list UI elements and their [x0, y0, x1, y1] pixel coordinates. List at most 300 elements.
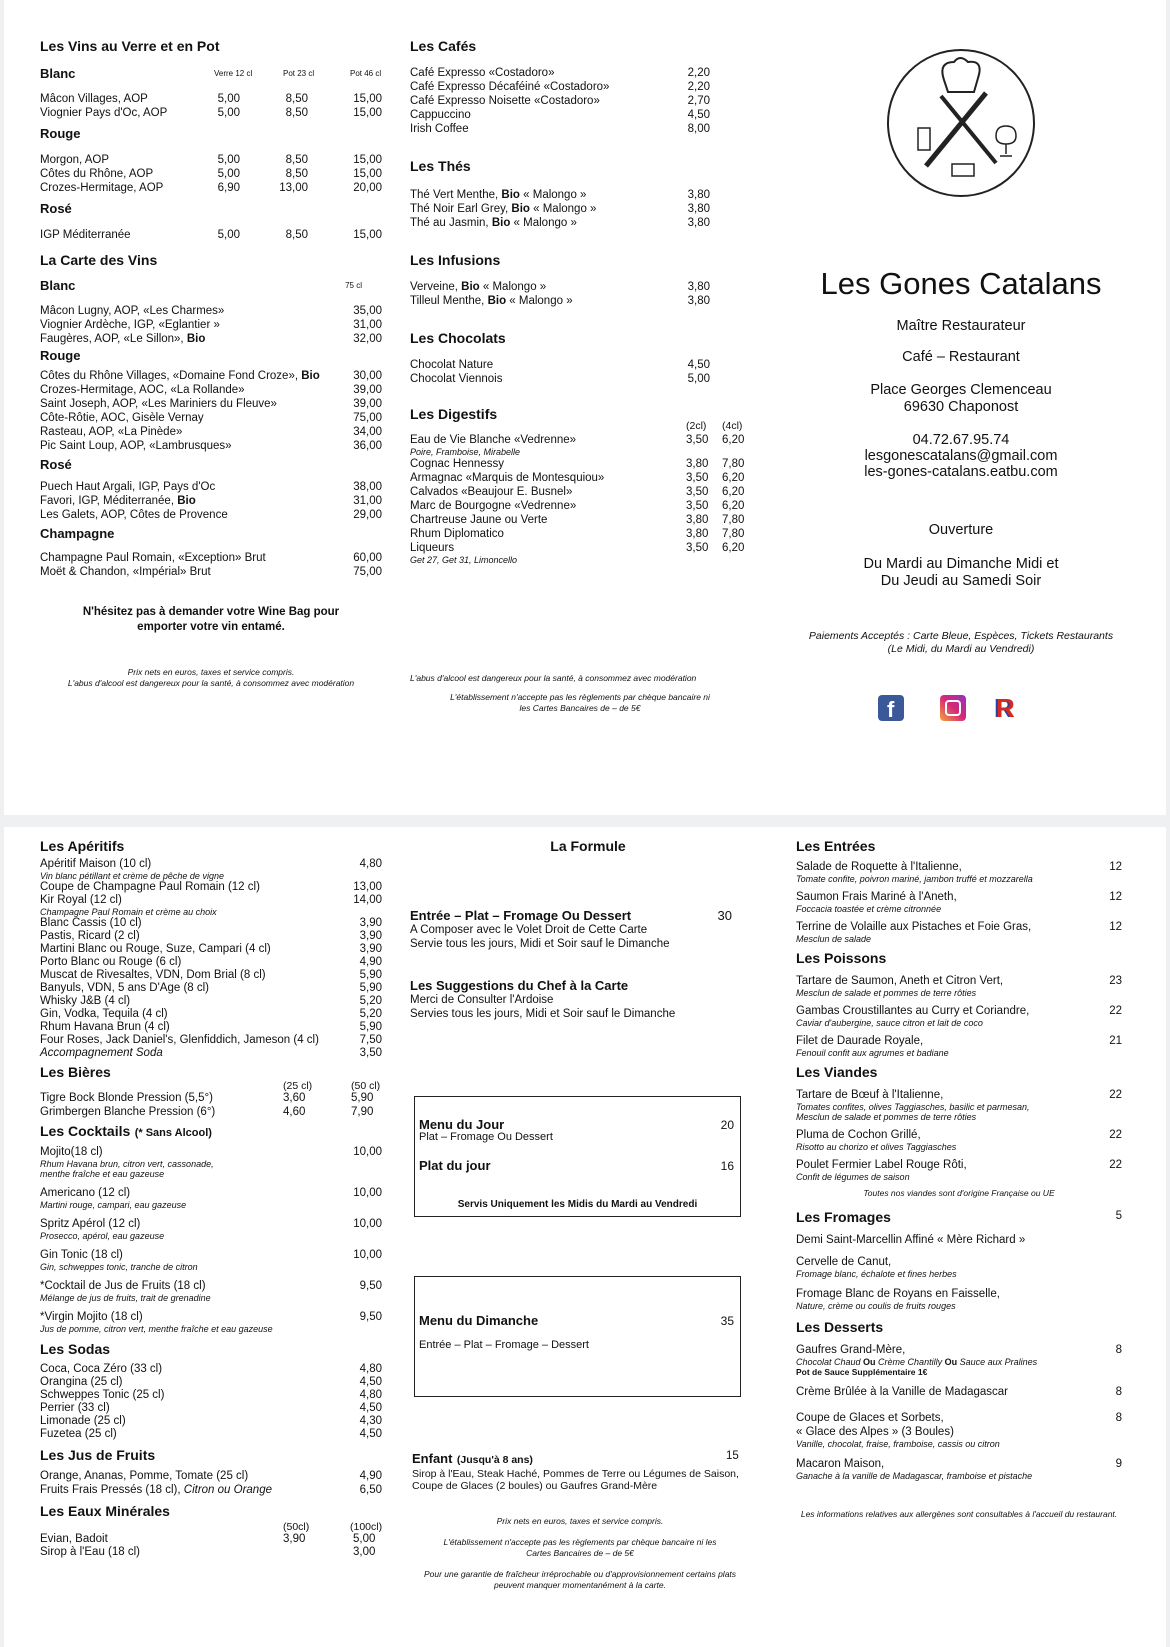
menu-item-row	[40, 930, 382, 943]
chef-logo	[886, 48, 1036, 198]
drink-price: 3,80	[687, 217, 710, 229]
price-bottle: 60,00	[353, 552, 382, 564]
menu-item-row	[410, 372, 750, 386]
col-header: (100cl)	[350, 1521, 383, 1533]
drink-name: Coupe de Champagne Paul Romain (12 cl)	[40, 881, 260, 893]
menu-item-row	[40, 1469, 382, 1483]
dessert-price: 9	[1115, 1458, 1122, 1470]
drink-name: Accompagnement Soda	[40, 1047, 163, 1059]
dessert-desc: Vanille, chocolat, fraise, framboise, cassis ou citron	[796, 1439, 1000, 1449]
menu-item-row	[40, 1091, 382, 1105]
wine-name	[40, 318, 220, 332]
menu-item-row	[410, 216, 750, 230]
water-name: Sirop à l'Eau (18 cl)	[40, 1546, 140, 1558]
menu-item-row	[410, 202, 750, 216]
bio-label: Bio	[461, 281, 480, 293]
menu-item-row	[410, 471, 750, 485]
price-bottle: 31,00	[353, 319, 382, 331]
menu-title: Menu du Jour	[419, 1117, 505, 1132]
section-title: Les Cafés	[410, 38, 477, 54]
drink-price: 3,80	[687, 189, 710, 201]
subsection-title: Champagne	[40, 526, 115, 541]
menu-item-row	[40, 1483, 382, 1497]
kids-title: Enfant	[412, 1451, 453, 1466]
kids-line: Coupe de Glaces (2 boules) ou Gaufres Grand-Mère	[412, 1480, 658, 1492]
juice-choice: Citron ou Orange	[183, 1484, 272, 1496]
drink-price: 13,00	[353, 881, 382, 893]
price-bottle: 29,00	[353, 509, 382, 521]
section-title: Les Bières	[40, 1064, 111, 1080]
menu-item-row	[796, 1158, 1122, 1172]
drink-desc: Get 27, Get 31, Limoncello	[410, 555, 518, 565]
soda-name: Limonade (25 cl)	[40, 1415, 126, 1427]
beer-name: Tigre Bock Blonde Pression (5,5°)	[40, 1092, 213, 1104]
bio-label: Bio	[186, 333, 206, 345]
footnote: Prix nets en euros, taxes et service compris.	[127, 667, 295, 677]
dish-desc: Mesclun de salade et pommes de terre rôties	[796, 988, 977, 998]
dish-price: 12	[1109, 861, 1122, 873]
section-title: Les Vins au Verre et en Pot	[40, 38, 220, 54]
dish-desc: Fenouil confit aux agrumes et badiane	[796, 1048, 949, 1058]
cocktail-name: Gin Tonic (18 cl)	[40, 1249, 123, 1261]
suggestions-line: Servies tous les jours, Midi et Soir sauf le Dimanche	[410, 1008, 676, 1020]
menu-item-row	[40, 969, 382, 982]
menu-item-row	[410, 513, 750, 527]
col-header: (25 cl)	[283, 1080, 313, 1092]
menu-line: Entrée – Plat – Fromage – Dessert	[419, 1339, 589, 1351]
drink-name: Rhum Diplomatico	[410, 528, 504, 540]
menu-item-row	[40, 1105, 382, 1119]
menu-item-row	[796, 890, 1122, 904]
drink-name	[410, 216, 577, 230]
menu-item-row	[410, 80, 750, 94]
footnote: Prix nets en euros, taxes et service compris.	[496, 1516, 664, 1526]
menu-page-1	[4, 0, 1166, 815]
menu-item-row	[40, 1008, 382, 1021]
cocktail-price: 9,50	[359, 1280, 382, 1292]
cocktail-name: Americano (12 cl)	[40, 1187, 131, 1199]
dessert-name: Gaufres Grand-Mère,	[796, 1344, 906, 1356]
drink-brand: « Malongo »	[510, 217, 577, 229]
drink-price: 2,20	[687, 67, 710, 79]
menu-item-row	[40, 1428, 382, 1441]
price-4cl: 7,80	[722, 458, 745, 470]
dish-item	[796, 1158, 1122, 1182]
cocktail-item	[40, 1217, 382, 1241]
drink-price: 3,50	[359, 1047, 382, 1059]
section-title: Les Viandes	[796, 1064, 878, 1080]
drink-desc: Vin blanc pétillant et crème de pêche de vigne	[40, 871, 224, 881]
drink-name: Café Expresso Décaféiné «Costadoro»	[410, 81, 610, 93]
menu-item-row	[40, 1217, 382, 1231]
menu-item-row	[40, 411, 382, 425]
drink-name: Eau de Vie Blanche «Vedrenne»	[410, 434, 577, 446]
cheese-item	[796, 1287, 1122, 1311]
drink-name-text: Verveine,	[410, 281, 462, 293]
phone[interactable]: 04.72.67.95.74	[912, 432, 1010, 448]
drink-price: 3,90	[359, 930, 382, 942]
wine-name	[40, 551, 266, 565]
drink-name-text: Thé au Jasmin,	[410, 217, 492, 229]
price-bottle: 34,00	[353, 426, 382, 438]
menu-item-row	[410, 66, 750, 80]
price-50cl: 7,90	[351, 1106, 374, 1118]
dish-price: 22	[1109, 1005, 1122, 1017]
price-pot23: 13,00	[279, 182, 308, 194]
dish-name: Tartare de Saumon, Aneth et Citron Vert,	[796, 975, 1004, 987]
menu-item-row	[40, 982, 382, 995]
website[interactable]: les-gones-catalans.eatbu.com	[864, 464, 1058, 480]
bio-label: Bio	[177, 495, 196, 507]
price-bottle: 75,00	[353, 412, 382, 424]
drink-name	[410, 202, 596, 216]
dessert-price: 8	[1115, 1386, 1122, 1398]
drink-name: Cappuccino	[410, 109, 471, 121]
drink-price: 3,90	[359, 917, 382, 929]
formule-line: A Composer avec le Volet Droit de Cette Carte	[410, 924, 648, 936]
email[interactable]: lesgonescatalans@gmail.com	[864, 448, 1058, 464]
cocktail-desc: Rhum Havana brun, citron vert, cassonade,	[40, 1159, 214, 1169]
menu-item-row	[40, 917, 382, 930]
dish-desc: Tomates confites, olives Taggiasches, basilic et parmesan,	[796, 1102, 1030, 1112]
drink-desc: Champagne Paul Romain et crème au choix	[40, 907, 217, 917]
price-bottle: 39,00	[353, 384, 382, 396]
dessert-item	[796, 1457, 1122, 1481]
facebook-icon[interactable]: f	[878, 695, 904, 721]
drink-name: Marc de Bourgogne «Vedrenne»	[410, 500, 577, 512]
dish-name: Terrine de Volaille aux Pistaches et Foie Gras,	[796, 921, 1032, 933]
dish-name: Saumon Frais Mariné à l'Aneth,	[796, 891, 957, 903]
wine-name: Mâcon Villages, AOP	[40, 93, 148, 105]
section-title: La Carte des Vins	[40, 252, 158, 268]
restaurant-name: Les Gones Catalans	[820, 266, 1102, 301]
dish-price: 12	[1109, 921, 1122, 933]
menu-item-row	[40, 1533, 382, 1546]
suggestions-line: Merci de Consulter l'Ardoise	[410, 994, 554, 1006]
drink-name: Banyuls, VDN, 5 ans D'Age (8 cl)	[40, 982, 210, 994]
price-4cl: 6,20	[722, 486, 745, 498]
price-glass: 5,00	[217, 107, 240, 119]
menu-dimanche-box	[414, 1276, 741, 1397]
col-header: 75 cl	[345, 281, 362, 290]
dessert-line: « Glace des Alpes » (3 Boules)	[796, 1426, 954, 1438]
drink-name: Pastis, Ricard (2 cl)	[40, 930, 140, 942]
menu-item-row	[40, 943, 382, 956]
drink-price: 4,50	[687, 359, 710, 371]
menu-item-row	[40, 425, 382, 439]
section-title: Les Fromages	[796, 1209, 891, 1225]
price-pot46: 15,00	[353, 93, 382, 105]
dish-price: 21	[1109, 1035, 1122, 1047]
wine-name	[40, 383, 245, 397]
soda-name: Perrier (33 cl)	[40, 1402, 110, 1414]
menu-item-row	[410, 294, 750, 308]
drink-brand: « Malongo »	[506, 295, 573, 307]
col-header: (50cl)	[283, 1521, 310, 1533]
menu-item-row	[40, 995, 382, 1008]
price-bottle: 36,00	[353, 440, 382, 452]
footnote: L'abus d'alcool est dangereux pour la santé, à consommez avec modération	[67, 678, 355, 688]
bio-label: Bio	[301, 370, 320, 382]
col-header: Pot 23 cl	[283, 69, 315, 78]
menu-item-row	[40, 369, 382, 383]
cocktail-desc: Mélange de jus de fruits, trait de grenadine	[40, 1293, 211, 1303]
cocktail-name: *Virgin Mojito (18 cl)	[40, 1311, 143, 1323]
drink-price: 5,90	[359, 969, 382, 981]
drink-brand: « Malongo »	[529, 203, 597, 215]
dish-name: Poulet Fermier Label Rouge Rôti,	[796, 1159, 967, 1171]
bio-label: Bio	[501, 189, 520, 201]
menu-price: 35	[720, 1314, 734, 1328]
subsection-title: Rosé	[40, 201, 72, 216]
soda-name: Coca, Coca Zéro (33 cl)	[40, 1363, 163, 1375]
cocktail-name: *Cocktail de Jus de Fruits (18 cl)	[40, 1280, 206, 1292]
footnote: L'établissement n'accepte pas les règlements par chèque bancaire ni les Cartes Bancaires de – de 5€	[443, 1537, 717, 1558]
dessert-desc: Ou	[863, 1357, 876, 1367]
dish-item	[796, 1004, 1122, 1028]
menu-item-row	[40, 494, 382, 508]
restaurateur-icon[interactable]: R	[996, 693, 1015, 723]
price-4cl: 7,80	[722, 514, 745, 526]
cheese-desc: Nature, crème ou coulis de fruits rouges	[796, 1301, 956, 1311]
cocktail-price: 9,50	[359, 1311, 382, 1323]
menu-item-row	[40, 508, 382, 522]
col-header: Pot 46 cl	[350, 69, 382, 78]
dessert-name: Macaron Maison,	[796, 1458, 885, 1470]
menu-item-row	[796, 920, 1122, 934]
subsection-title: Blanc	[40, 278, 76, 293]
menu-item-row	[796, 860, 1122, 874]
price-bottle: 38,00	[353, 481, 382, 493]
section-title: Les Entrées	[796, 838, 876, 854]
wine-bag-note: N'hésitez pas à demander votre Wine Bag pour emporter votre vin entamé.	[82, 606, 340, 633]
cheese-name: Fromage Blanc de Royans en Faisselle,	[796, 1288, 1000, 1300]
menu-item-row	[40, 397, 382, 411]
menu-item-row	[40, 1034, 382, 1047]
price-50cl: 3,90	[283, 1533, 306, 1545]
drink-name: Chocolat Nature	[410, 359, 494, 371]
subsection-title: Rouge	[40, 348, 81, 363]
menu-item-row	[796, 1287, 1122, 1301]
wine-name: Côtes du Rhône, AOP	[40, 168, 154, 180]
menu-item-row	[40, 92, 382, 106]
dessert-name: Crème Brûlée à la Vanille de Madagascar	[796, 1386, 1009, 1398]
menu-item-row	[410, 433, 750, 447]
dish-desc: Confit de légumes de saison	[796, 1172, 910, 1182]
allergen-note: Les informations relatives aux allergènes sont consultables à l'accueil du restaurant.	[800, 1509, 1118, 1519]
drink-name: Chocolat Viennois	[410, 373, 503, 385]
bio-label: Bio	[511, 203, 530, 215]
dish-price: 23	[1109, 975, 1122, 987]
drink-price: 14,00	[353, 894, 382, 906]
price-2cl: 3,50	[686, 542, 709, 554]
price-2cl: 3,80	[686, 528, 709, 540]
wine-name-text: Faugères, AOP, «Le Sillon»,	[40, 333, 187, 345]
hot-drinks-section	[410, 38, 750, 714]
price-bottle: 39,00	[353, 398, 382, 410]
cocktail-item	[40, 1145, 382, 1179]
instagram-icon[interactable]	[940, 695, 966, 721]
menu-item-row	[410, 108, 750, 122]
dish-price: 22	[1109, 1089, 1122, 1101]
menu-item-row	[40, 1047, 382, 1060]
menu-price: 20	[720, 1118, 734, 1132]
dish-desc: Mesclun de salade	[796, 934, 872, 944]
section-title: La Formule	[550, 838, 626, 854]
menu-item-row	[40, 894, 382, 907]
wine-name	[40, 508, 228, 522]
menu-item-row	[410, 527, 750, 541]
section-title: Les Infusions	[410, 252, 501, 268]
drink-price: 4,80	[359, 858, 382, 870]
dessert-item	[796, 1385, 1122, 1399]
menu-item-row	[40, 1279, 382, 1293]
footnote: Pour une garantie de fraîcheur irréprochable ou d'approvisionnement certains plats peuvent manquer momentanément à la carte.	[423, 1569, 737, 1590]
col-header: (2cl)	[686, 420, 707, 432]
drink-name: Liqueurs	[410, 542, 455, 554]
water-name: Evian, Badoit	[40, 1533, 108, 1545]
menu-item-row	[40, 1546, 382, 1559]
drink-price: 4,50	[687, 109, 710, 121]
kids-line: Sirop à l'Eau, Steak Haché, Pommes de Terre ou Légumes de Saison,	[412, 1468, 739, 1480]
wine-name	[40, 565, 211, 579]
cocktail-name: Mojito(18 cl)	[40, 1146, 103, 1158]
wine-name	[40, 411, 204, 425]
menu-item-row	[410, 188, 750, 202]
section-title: Les Desserts	[796, 1319, 884, 1335]
dish-item	[796, 1088, 1122, 1122]
wine-name-text: Moët & Chandon, «Impérial» Brut	[40, 566, 211, 578]
drink-name	[410, 280, 546, 294]
price-pot46: 20,00	[353, 182, 382, 194]
dish-price: 12	[1109, 891, 1122, 903]
menu-item-row	[40, 565, 382, 579]
section-title: Les Digestifs	[410, 406, 498, 422]
cheese-item	[796, 1233, 1122, 1247]
cocktail-desc: Prosecco, apérol, eau gazeuse	[40, 1231, 165, 1241]
drink-price: 5,20	[359, 995, 382, 1007]
soda-price: 4,30	[359, 1415, 382, 1427]
wine-name	[40, 425, 182, 439]
section-title: Les Chocolats	[410, 330, 506, 346]
drink-name: Armagnac «Marquis de Montesquiou»	[410, 472, 605, 484]
menu-item-row	[40, 439, 382, 453]
drink-name: Café Expresso «Costadoro»	[410, 67, 555, 79]
section-title: Les Sodas	[40, 1341, 111, 1357]
drink-name-text: Tilleul Menthe,	[410, 295, 488, 307]
drink-name: Calvados «Beaujour E. Busnel»	[410, 486, 573, 498]
price-bottle: 35,00	[353, 305, 382, 317]
drink-name: Muscat de Rivesaltes, VDN, Dom Brial (8 cl)	[40, 969, 266, 981]
menu-item-row	[40, 1415, 382, 1428]
drink-name: Cognac Hennessy	[410, 458, 504, 470]
menu-item-row	[40, 1145, 382, 1159]
drink-name: Martini Blanc ou Rouge, Suze, Campari (4 cl)	[40, 943, 271, 955]
price-pot46: 15,00	[353, 154, 382, 166]
price-pot23: 8,50	[285, 154, 308, 166]
price-pot46: 15,00	[353, 229, 382, 241]
wine-name-text: Côte-Rôtie, AOC, Gisèle Vernay	[40, 412, 204, 424]
menu-item-row	[40, 1376, 382, 1389]
dish-desc: Risotto au chorizo et olives Taggiasches	[796, 1142, 957, 1152]
col-header: (50 cl)	[351, 1080, 381, 1092]
price-pot46: 15,00	[353, 168, 382, 180]
menu-item-row	[796, 1128, 1122, 1142]
juice-name-text: Fruits Frais Pressés (18 cl),	[40, 1484, 184, 1496]
menu-item-row	[40, 1310, 382, 1324]
drink-name: Gin, Vodka, Tequila (4 cl)	[40, 1008, 168, 1020]
wine-name	[40, 332, 205, 346]
drink-name: Chartreuse Jaune ou Verte	[410, 514, 548, 526]
juice-price: 4,90	[359, 1470, 382, 1482]
menu-du-jour-box	[414, 1096, 741, 1217]
price-25cl: 3,60	[283, 1092, 306, 1104]
suggestions-title: Les Suggestions du Chef à la Carte	[410, 978, 629, 993]
dish-item	[796, 920, 1122, 944]
restaurant-type: Café – Restaurant	[902, 349, 1020, 365]
formule-line: Servie tous les jours, Midi et Soir sauf le Dimanche	[410, 938, 670, 950]
menu-item-row	[40, 228, 382, 242]
kids-menu	[412, 1450, 752, 1492]
menu-item-row	[410, 541, 750, 555]
drink-price: 3,80	[687, 203, 710, 215]
dessert-desc: Chocolat Chaud	[796, 1357, 864, 1367]
price-pot23: 8,50	[285, 168, 308, 180]
drink-price: 2,20	[687, 81, 710, 93]
dish-desc: Foccacia toastée et crème citronnée	[796, 904, 942, 914]
address-line: 69630 Chaponost	[903, 399, 1019, 415]
menu-item-row	[40, 858, 382, 871]
dish-name: Salade de Roquette à l'Italienne,	[796, 861, 962, 873]
dish-desc: Caviar d'aubergine, sauce citron et lait de coco	[796, 1018, 983, 1028]
menu-item-row	[410, 499, 750, 513]
price-glass: 5,00	[217, 154, 240, 166]
formule-section	[410, 838, 756, 1590]
soda-name: Schweppes Tonic (25 cl)	[40, 1389, 165, 1401]
menu-item-row	[40, 480, 382, 494]
dessert-name: Coupe de Glaces et Sorbets,	[796, 1412, 944, 1424]
drink-price: 3,80	[687, 281, 710, 293]
footnote: L'établissement n'accepte pas les règlements par chèque bancaire ni les Cartes Bancaires de – de 5€	[450, 692, 710, 713]
menu-title: Plat du jour	[419, 1158, 491, 1173]
juice-name	[40, 1483, 272, 1497]
cocktail-price: 10,00	[353, 1249, 382, 1261]
dessert-item	[796, 1343, 1122, 1377]
wine-name: IGP Méditerranée	[40, 229, 131, 241]
drink-name: Whisky J&B (4 cl)	[40, 995, 131, 1007]
dish-item	[796, 974, 1122, 998]
cocktail-item	[40, 1248, 382, 1272]
drinks-section	[40, 838, 382, 1559]
menu-price: 16	[720, 1159, 734, 1173]
drink-price: 3,80	[687, 295, 710, 307]
soda-price: 4,50	[359, 1428, 382, 1440]
wine-name: Crozes-Hermitage, AOP	[40, 182, 164, 194]
restaurant-title: Maître Restaurateur	[896, 318, 1026, 334]
food-section	[796, 838, 1122, 1520]
menu-item-row	[40, 1248, 382, 1262]
menu-item-row	[40, 1389, 382, 1402]
menu-item-row	[40, 1402, 382, 1415]
drink-price: 5,20	[359, 1008, 382, 1020]
hours-line: Du Mardi au Dimanche Midi et	[863, 556, 1059, 572]
section-title: Les Cocktails	[40, 1123, 131, 1139]
drink-price: 7,50	[359, 1034, 382, 1046]
soda-name: Fuzetea (25 cl)	[40, 1428, 117, 1440]
dessert-extra: Pot de Sauce Supplémentaire 1€	[796, 1367, 928, 1377]
kids-price: 15	[726, 1450, 739, 1462]
price-25cl: 4,60	[283, 1106, 306, 1118]
